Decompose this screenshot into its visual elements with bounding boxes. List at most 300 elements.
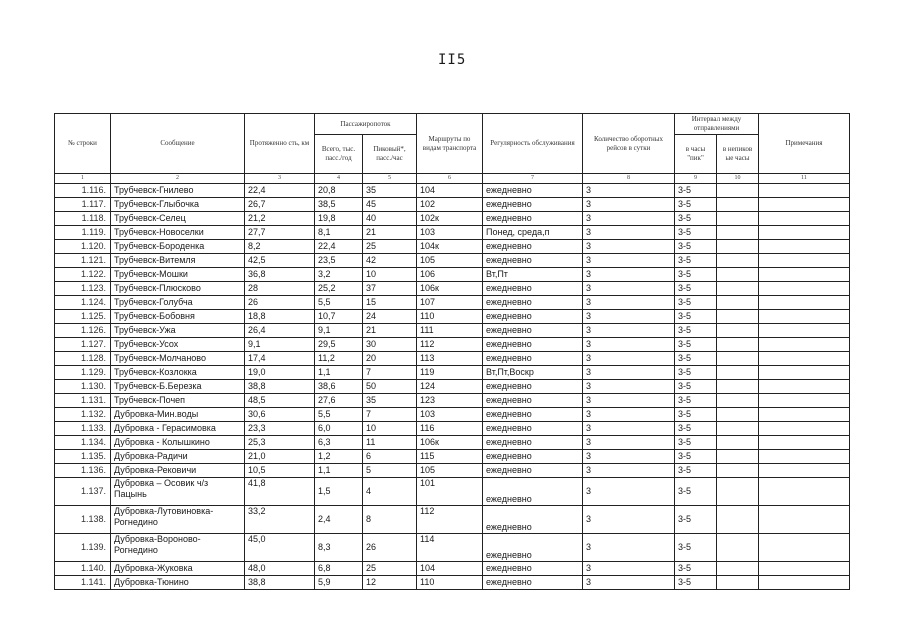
route-length: 38,8	[245, 576, 315, 590]
header-row-no: № строки	[55, 114, 111, 174]
trip-count: 3	[583, 366, 675, 380]
column-number-row	[55, 174, 850, 184]
transport-route: 103	[417, 408, 483, 422]
regularity: ежедневно	[483, 184, 583, 198]
notes-cell	[759, 478, 850, 506]
header-interval-offpeak: в непиков ые часы	[717, 135, 759, 174]
route-name: Трубчевск-Усох	[111, 338, 245, 352]
row-number: 1.138.	[55, 506, 111, 534]
route-length: 45,0	[245, 534, 315, 562]
row-number: 1.123.	[55, 282, 111, 296]
transport-route: 113	[417, 352, 483, 366]
table-row	[55, 534, 850, 562]
transport-route: 102	[417, 198, 483, 212]
route-length: 21,0	[245, 450, 315, 464]
row-number: 1.134.	[55, 436, 111, 450]
route-length: 18,8	[245, 310, 315, 324]
table-row	[55, 338, 850, 352]
flow-peak: 6	[363, 450, 417, 464]
header-regularity: Регулярность обслуживания	[483, 114, 583, 174]
header-routes-by-type: Маршруты по видам транспорта	[417, 114, 483, 174]
interval-peak: 3-5	[675, 478, 717, 506]
row-number: 1.140.	[55, 562, 111, 576]
interval-offpeak	[717, 226, 759, 240]
interval-offpeak	[717, 324, 759, 338]
flow-total: 27,6	[315, 394, 363, 408]
row-number: 1.118.	[55, 212, 111, 226]
flow-peak: 50	[363, 380, 417, 394]
flow-peak: 12	[363, 576, 417, 590]
regularity: ежедневно	[483, 338, 583, 352]
header-length: Протяженно сть, км	[245, 114, 315, 174]
interval-offpeak	[717, 478, 759, 506]
table-row	[55, 464, 850, 478]
row-number: 1.130.	[55, 380, 111, 394]
trip-count: 3	[583, 450, 675, 464]
route-name: Трубчевск-Плюсково	[111, 282, 245, 296]
table-row	[55, 380, 850, 394]
route-length: 9,1	[245, 338, 315, 352]
flow-peak: 7	[363, 366, 417, 380]
trip-count: 3	[583, 296, 675, 310]
interval-offpeak	[717, 464, 759, 478]
interval-peak: 3-5	[675, 366, 717, 380]
route-name: Дубровка - Колышкино	[111, 436, 245, 450]
row-number: 1.119.	[55, 226, 111, 240]
notes-cell	[759, 436, 850, 450]
regularity: ежедневно	[483, 324, 583, 338]
table-row	[55, 296, 850, 310]
regularity: ежедневно	[483, 282, 583, 296]
interval-peak: 3-5	[675, 184, 717, 198]
flow-total: 1,1	[315, 366, 363, 380]
interval-peak: 3-5	[675, 226, 717, 240]
interval-offpeak	[717, 184, 759, 198]
regularity: ежедневно	[483, 562, 583, 576]
interval-peak: 3-5	[675, 534, 717, 562]
flow-peak: 40	[363, 212, 417, 226]
route-length: 8,2	[245, 240, 315, 254]
notes-cell	[759, 422, 850, 436]
notes-cell	[759, 562, 850, 576]
interval-offpeak	[717, 198, 759, 212]
transport-route: 112	[417, 506, 483, 534]
flow-total: 19,8	[315, 212, 363, 226]
table-row	[55, 506, 850, 534]
flow-peak: 35	[363, 394, 417, 408]
table-row	[55, 478, 850, 506]
table-row	[55, 226, 850, 240]
route-length: 17,4	[245, 352, 315, 366]
flow-peak: 5	[363, 464, 417, 478]
notes-cell	[759, 450, 850, 464]
notes-cell	[759, 282, 850, 296]
interval-peak: 3-5	[675, 324, 717, 338]
regularity: ежедневно	[483, 310, 583, 324]
flow-peak: 21	[363, 226, 417, 240]
flow-total: 8,1	[315, 226, 363, 240]
flow-total: 20,8	[315, 184, 363, 198]
regularity: ежедневно	[483, 478, 583, 506]
notes-cell	[759, 408, 850, 422]
transport-route: 106к	[417, 282, 483, 296]
interval-offpeak	[717, 562, 759, 576]
interval-peak: 3-5	[675, 310, 717, 324]
page-number: II5	[438, 52, 467, 68]
regularity: ежедневно	[483, 464, 583, 478]
regularity: Понед, среда,п	[483, 226, 583, 240]
notes-cell	[759, 254, 850, 268]
route-name: Дубровка-Вороново-Рогнедино	[111, 534, 245, 562]
table-row	[55, 268, 850, 282]
trip-count: 3	[583, 408, 675, 422]
route-name: Трубчевск-Почеп	[111, 394, 245, 408]
flow-total: 5,5	[315, 296, 363, 310]
notes-cell	[759, 310, 850, 324]
header-interval-peak: в часы "пик"	[675, 135, 717, 174]
trip-count: 3	[583, 282, 675, 296]
route-length: 28	[245, 282, 315, 296]
row-number: 1.129.	[55, 366, 111, 380]
notes-cell	[759, 394, 850, 408]
route-name: Трубчевск-Мошки	[111, 268, 245, 282]
flow-total: 8,3	[315, 534, 363, 562]
column-number: 5	[363, 174, 417, 184]
row-number: 1.121.	[55, 254, 111, 268]
route-length: 23,3	[245, 422, 315, 436]
regularity: Вт,Пт,Воскр	[483, 366, 583, 380]
column-number: 11	[759, 174, 850, 184]
row-number: 1.139.	[55, 534, 111, 562]
interval-peak: 3-5	[675, 254, 717, 268]
header-interval: Интервал между отправлениями	[675, 114, 759, 135]
row-number: 1.128.	[55, 352, 111, 366]
transport-route: 112	[417, 338, 483, 352]
interval-peak: 3-5	[675, 282, 717, 296]
interval-peak: 3-5	[675, 240, 717, 254]
transport-route: 104к	[417, 240, 483, 254]
flow-peak: 4	[363, 478, 417, 506]
flow-total: 38,6	[315, 380, 363, 394]
flow-total: 9,1	[315, 324, 363, 338]
flow-peak: 21	[363, 324, 417, 338]
route-name: Трубчевск-Бобовня	[111, 310, 245, 324]
transport-route: 107	[417, 296, 483, 310]
header-notes: Примечания	[759, 114, 850, 174]
flow-total: 10,7	[315, 310, 363, 324]
trip-count: 3	[583, 254, 675, 268]
interval-peak: 3-5	[675, 562, 717, 576]
trip-count: 3	[583, 576, 675, 590]
transport-route: 104	[417, 184, 483, 198]
regularity: ежедневно	[483, 394, 583, 408]
route-length: 21,2	[245, 212, 315, 226]
trip-count: 3	[583, 352, 675, 366]
interval-peak: 3-5	[675, 464, 717, 478]
notes-cell	[759, 184, 850, 198]
flow-peak: 10	[363, 422, 417, 436]
route-name: Дубровка-Лутовиновка-Рогнедино	[111, 506, 245, 534]
row-number: 1.117.	[55, 198, 111, 212]
route-name: Дубровка-Жуковка	[111, 562, 245, 576]
row-number: 1.120.	[55, 240, 111, 254]
column-number: 7	[483, 174, 583, 184]
route-name: Дубровка-Мин.воды	[111, 408, 245, 422]
flow-peak: 7	[363, 408, 417, 422]
interval-offpeak	[717, 212, 759, 226]
notes-cell	[759, 226, 850, 240]
column-number: 10	[717, 174, 759, 184]
flow-peak: 10	[363, 268, 417, 282]
transport-route: 111	[417, 324, 483, 338]
interval-offpeak	[717, 394, 759, 408]
transport-route: 101	[417, 478, 483, 506]
notes-cell	[759, 296, 850, 310]
interval-offpeak	[717, 352, 759, 366]
transport-route: 104	[417, 562, 483, 576]
table-row	[55, 366, 850, 380]
flow-total: 22,4	[315, 240, 363, 254]
regularity: Вт,Пт	[483, 268, 583, 282]
regularity: ежедневно	[483, 576, 583, 590]
interval-peak: 3-5	[675, 408, 717, 422]
interval-peak: 3-5	[675, 380, 717, 394]
flow-total: 25,2	[315, 282, 363, 296]
transport-route: 115	[417, 450, 483, 464]
regularity: ежедневно	[483, 436, 583, 450]
route-length: 19,0	[245, 366, 315, 380]
flow-total: 5,5	[315, 408, 363, 422]
notes-cell	[759, 366, 850, 380]
regularity: ежедневно	[483, 534, 583, 562]
route-name: Трубчевск-Глыбочка	[111, 198, 245, 212]
route-length: 36,8	[245, 268, 315, 282]
transport-route: 116	[417, 422, 483, 436]
row-number: 1.135.	[55, 450, 111, 464]
route-name: Трубчевск-Козлокка	[111, 366, 245, 380]
flow-peak: 42	[363, 254, 417, 268]
interval-peak: 3-5	[675, 212, 717, 226]
interval-peak: 3-5	[675, 506, 717, 534]
table-row	[55, 212, 850, 226]
notes-cell	[759, 212, 850, 226]
route-name: Дубровка-Рековичи	[111, 464, 245, 478]
table-row	[55, 436, 850, 450]
transport-route: 119	[417, 366, 483, 380]
interval-offpeak	[717, 450, 759, 464]
row-number: 1.122.	[55, 268, 111, 282]
notes-cell	[759, 464, 850, 478]
trip-count: 3	[583, 198, 675, 212]
route-name: Трубчевск-Бороденка	[111, 240, 245, 254]
flow-total: 5,9	[315, 576, 363, 590]
trip-count: 3	[583, 464, 675, 478]
trip-count: 3	[583, 506, 675, 534]
route-length: 26	[245, 296, 315, 310]
interval-offpeak	[717, 310, 759, 324]
flow-peak: 15	[363, 296, 417, 310]
header-passenger-flow: Пассажиропоток	[315, 114, 417, 135]
header-trips: Количество оборотных рейсов в сутки	[583, 114, 675, 174]
notes-cell	[759, 534, 850, 562]
interval-offpeak	[717, 338, 759, 352]
row-number: 1.116.	[55, 184, 111, 198]
flow-total: 1,1	[315, 464, 363, 478]
trip-count: 3	[583, 226, 675, 240]
flow-total: 29,5	[315, 338, 363, 352]
transport-route: 106к	[417, 436, 483, 450]
interval-offpeak	[717, 506, 759, 534]
route-length: 27,7	[245, 226, 315, 240]
route-name: Трубчевск-Витемля	[111, 254, 245, 268]
flow-peak: 35	[363, 184, 417, 198]
flow-total: 23,5	[315, 254, 363, 268]
route-name: Трубчевск-Новоселки	[111, 226, 245, 240]
transport-route: 102к	[417, 212, 483, 226]
interval-peak: 3-5	[675, 352, 717, 366]
route-length: 26,7	[245, 198, 315, 212]
column-number: 9	[675, 174, 717, 184]
flow-total: 1,2	[315, 450, 363, 464]
interval-peak: 3-5	[675, 394, 717, 408]
interval-offpeak	[717, 254, 759, 268]
table-row	[55, 394, 850, 408]
column-number: 2	[111, 174, 245, 184]
table-row	[55, 282, 850, 296]
route-name: Трубчевск-Ужа	[111, 324, 245, 338]
table-row	[55, 408, 850, 422]
interval-peak: 3-5	[675, 296, 717, 310]
table-row	[55, 450, 850, 464]
table-row	[55, 254, 850, 268]
regularity: ежедневно	[483, 352, 583, 366]
flow-total: 6,3	[315, 436, 363, 450]
trip-count: 3	[583, 310, 675, 324]
table-row	[55, 576, 850, 590]
transport-route: 110	[417, 576, 483, 590]
row-number: 1.125.	[55, 310, 111, 324]
route-name: Трубчевск-Гнилево	[111, 184, 245, 198]
route-name: Трубчевск-Голубча	[111, 296, 245, 310]
interval-offpeak	[717, 240, 759, 254]
notes-cell	[759, 352, 850, 366]
route-length: 38,8	[245, 380, 315, 394]
row-number: 1.132.	[55, 408, 111, 422]
header-flow-total: Всего, тыс. пасс./год	[315, 135, 363, 174]
trip-count: 3	[583, 184, 675, 198]
interval-offpeak	[717, 296, 759, 310]
transport-route: 110	[417, 310, 483, 324]
flow-peak: 24	[363, 310, 417, 324]
table-row	[55, 562, 850, 576]
regularity: ежедневно	[483, 240, 583, 254]
row-number: 1.133.	[55, 422, 111, 436]
flow-peak: 37	[363, 282, 417, 296]
interval-offpeak	[717, 282, 759, 296]
interval-peak: 3-5	[675, 436, 717, 450]
notes-cell	[759, 198, 850, 212]
trip-count: 3	[583, 240, 675, 254]
flow-peak: 26	[363, 534, 417, 562]
row-number: 1.127.	[55, 338, 111, 352]
row-number: 1.136.	[55, 464, 111, 478]
regularity: ежедневно	[483, 380, 583, 394]
flow-total: 2,4	[315, 506, 363, 534]
notes-cell	[759, 576, 850, 590]
flow-peak: 30	[363, 338, 417, 352]
interval-offpeak	[717, 268, 759, 282]
flow-total: 1,5	[315, 478, 363, 506]
interval-peak: 3-5	[675, 576, 717, 590]
flow-peak: 25	[363, 562, 417, 576]
interval-peak: 3-5	[675, 338, 717, 352]
route-length: 26,4	[245, 324, 315, 338]
interval-peak: 3-5	[675, 422, 717, 436]
regularity: ежедневно	[483, 422, 583, 436]
transport-route: 114	[417, 534, 483, 562]
notes-cell	[759, 338, 850, 352]
column-number: 6	[417, 174, 483, 184]
column-number: 4	[315, 174, 363, 184]
trip-count: 3	[583, 534, 675, 562]
trip-count: 3	[583, 338, 675, 352]
route-length: 25,3	[245, 436, 315, 450]
routes-table	[54, 113, 850, 590]
interval-peak: 3-5	[675, 450, 717, 464]
regularity: ежедневно	[483, 506, 583, 534]
table-row	[55, 184, 850, 198]
table-row	[55, 422, 850, 436]
table-row	[55, 198, 850, 212]
route-length: 42,5	[245, 254, 315, 268]
trip-count: 3	[583, 436, 675, 450]
notes-cell	[759, 380, 850, 394]
row-number: 1.141.	[55, 576, 111, 590]
notes-cell	[759, 240, 850, 254]
flow-total: 3,2	[315, 268, 363, 282]
transport-route: 105	[417, 464, 483, 478]
row-number: 1.126.	[55, 324, 111, 338]
trip-count: 3	[583, 212, 675, 226]
route-name: Трубчевск-Б.Березка	[111, 380, 245, 394]
route-name: Дубровка - Герасимовка	[111, 422, 245, 436]
route-name: Трубчевск-Селец	[111, 212, 245, 226]
table-row	[55, 240, 850, 254]
interval-offpeak	[717, 576, 759, 590]
route-name: Дубровка-Радичи	[111, 450, 245, 464]
interval-offpeak	[717, 380, 759, 394]
notes-cell	[759, 268, 850, 282]
regularity: ежедневно	[483, 296, 583, 310]
interval-offpeak	[717, 408, 759, 422]
trip-count: 3	[583, 422, 675, 436]
route-length: 33,2	[245, 506, 315, 534]
trip-count: 3	[583, 562, 675, 576]
table-row	[55, 310, 850, 324]
transport-route: 124	[417, 380, 483, 394]
route-length: 10,5	[245, 464, 315, 478]
flow-peak: 45	[363, 198, 417, 212]
notes-cell	[759, 506, 850, 534]
trip-count: 3	[583, 478, 675, 506]
table-row	[55, 324, 850, 338]
regularity: ежедневно	[483, 198, 583, 212]
interval-peak: 3-5	[675, 268, 717, 282]
flow-total: 11,2	[315, 352, 363, 366]
regularity: ежедневно	[483, 408, 583, 422]
regularity: ежедневно	[483, 212, 583, 226]
flow-peak: 20	[363, 352, 417, 366]
